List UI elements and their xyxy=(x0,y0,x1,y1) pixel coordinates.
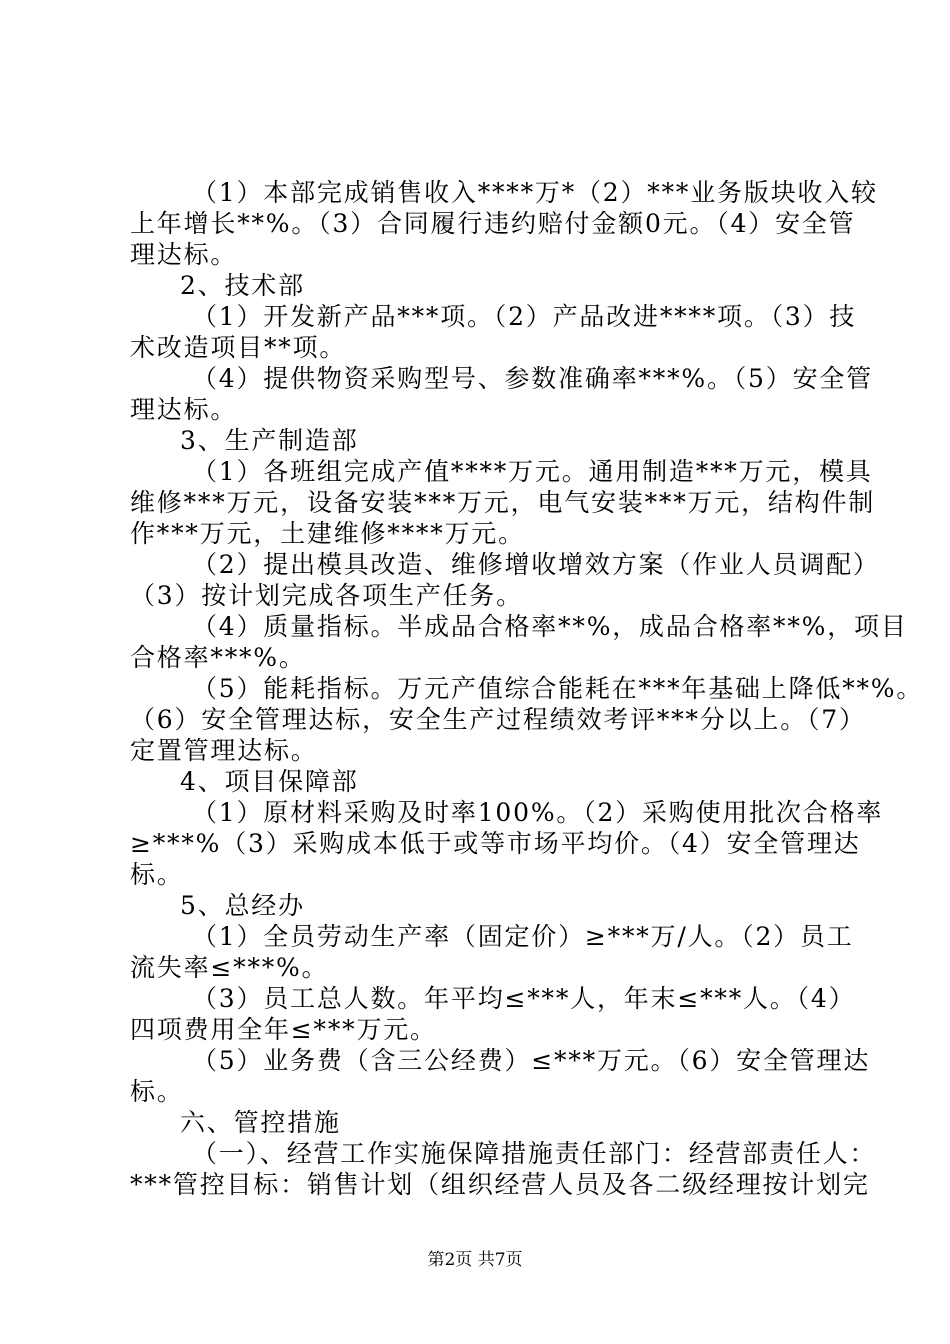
body-text-line: （1）原材料采购及时率100%。（2）采购使用批次合格率 xyxy=(192,798,884,827)
section-heading: 5、总经办 xyxy=(180,891,305,920)
body-text-line: 标。 xyxy=(130,1077,184,1106)
body-text-line: 作***万元，土建维修****万元。 xyxy=(130,519,525,548)
section-heading: 2、技术部 xyxy=(180,271,305,300)
body-text-line: （4）质量指标。半成品合格率**%，成品合格率**%，项目 xyxy=(192,612,908,641)
body-text-line: （1）开发新产品***项。（2）产品改进****项。（3）技 xyxy=(192,302,857,331)
body-text-line: 理达标。 xyxy=(130,240,238,269)
body-text-line: （1）各班组完成产值****万元。通用制造***万元，模具 xyxy=(192,457,873,486)
body-text-line: （5）能耗指标。万元产值综合能耗在***年基础上降低**%。 xyxy=(192,674,924,703)
body-text-line: （一）、经营工作实施保障措施责任部门：经营部责任人： xyxy=(192,1139,877,1168)
body-text-line: （1）全员劳动生产率（固定价）≥***万/人。（2）员工 xyxy=(192,922,854,951)
body-text-line: （3）按计划完成各项生产任务。 xyxy=(130,581,523,610)
body-text-line: （1）本部完成销售收入****万*（2）***业务版块收入较 xyxy=(192,178,878,207)
body-text-line: 术改造项目**项。 xyxy=(130,333,347,362)
section-heading: 3、生产制造部 xyxy=(180,426,359,455)
section-heading: 六、管控措施 xyxy=(180,1108,341,1137)
body-text-line: 四项费用全年≤***万元。 xyxy=(130,1015,437,1044)
body-text-line: （3）员工总人数。年平均≤***人，年末≤***人。（4） xyxy=(192,984,856,1013)
body-text-line: 上年增长**%。（3）合同履行违约赔付金额0元。（4）安全管 xyxy=(130,209,856,238)
page-footer: 第2页 共7页 xyxy=(427,1250,523,1270)
body-text-line: 流失率≤***%。 xyxy=(130,953,329,982)
body-text-line: 定置管理达标。 xyxy=(130,736,318,765)
section-heading: 4、项目保障部 xyxy=(180,767,359,796)
body-text-line: （5）业务费（含三公经费）≤***万元。（6）安全管理达 xyxy=(192,1046,871,1075)
body-text-line: 理达标。 xyxy=(130,395,238,424)
body-text-line: ≥***%（3）采购成本低于或等市场平均价。（4）安全管理达 xyxy=(130,829,861,858)
body-text-line: （6）安全管理达标，安全生产过程绩效考评***分以上。（7） xyxy=(130,705,866,734)
body-text-line: 合格率***%。 xyxy=(130,643,306,672)
body-text-line: 标。 xyxy=(130,860,184,889)
body-text-line: ***管控目标：销售计划（组织经营人员及各二级经理按计划完 xyxy=(130,1170,870,1199)
body-text-line: 维修***万元，设备安装***万元，电气安装***万元，结构件制 xyxy=(130,488,876,517)
body-text-line: （4）提供物资采购型号、参数准确率***%。（5）安全管 xyxy=(192,364,873,393)
body-text-line: （2）提出模具改造、维修增收增效方案（作业人员调配） xyxy=(192,550,880,579)
